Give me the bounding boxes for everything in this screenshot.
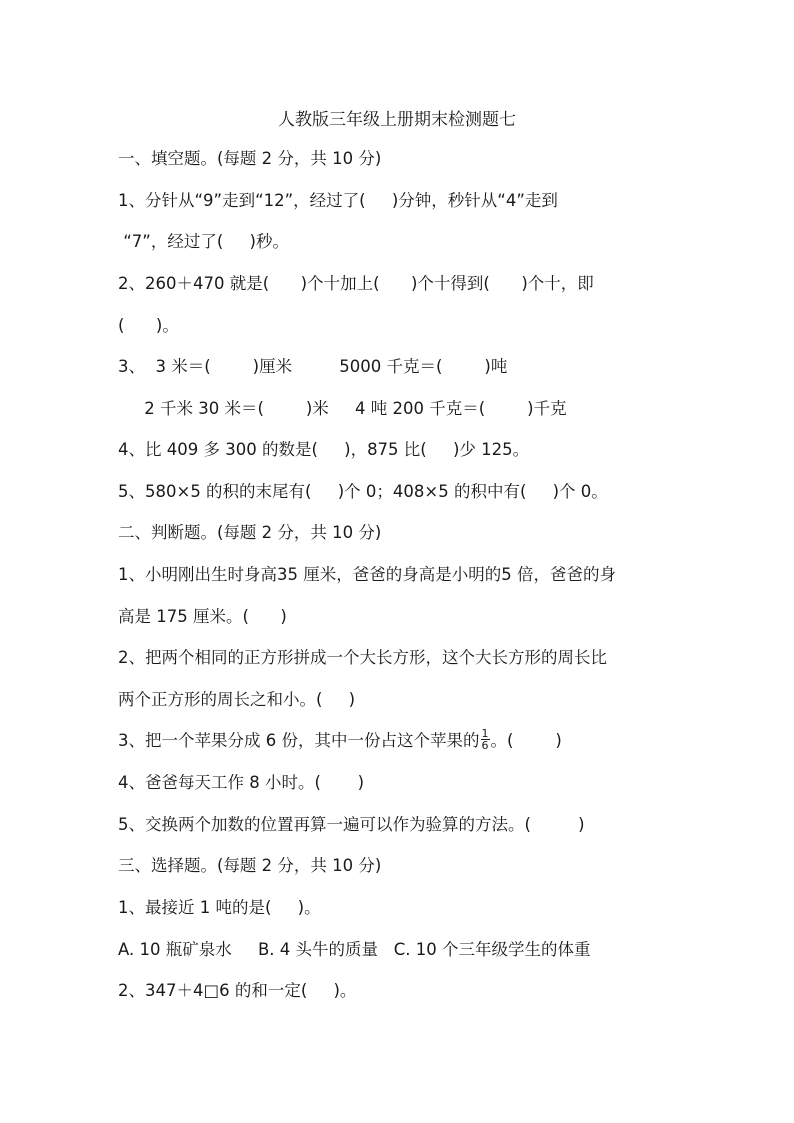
fraction-one-sixth: [481, 728, 490, 751]
section-2-heading: 二、判断题。(每题 2 分，共 10 分): [118, 523, 382, 542]
page-title: 人教版三年级上册期末检测题七: [278, 110, 516, 130]
s1-question-5: 5、580×5 的积的末尾有( )个 0；408×5 的积中有( )个 0。: [118, 482, 608, 501]
fraction-numerator: 1: [481, 727, 489, 740]
s2-question-3-text: 3、把一个苹果分成 6 份，其中一份占这个苹果的: [118, 731, 480, 750]
s1-question-4: 4、比 409 多 300 的数是( )，875 比( )少 125。: [118, 440, 530, 459]
s2-question-1-line-2: 高是 175 厘米。( ): [118, 607, 287, 626]
s2-question-3-tail: 。( ): [490, 731, 562, 750]
s2-question-3: [118, 727, 562, 753]
s2-question-2-line-2: 两个正方形的周长之和小。( ): [118, 690, 356, 709]
section-3-heading: 三、选择题。(每题 2 分，共 10 分): [118, 856, 382, 875]
s3-question-2: 2、347＋4□6 的和一定( )。: [118, 981, 357, 1000]
s1-question-3-line-1: 3、 3 米＝( )厘米 5000 千克＝( )吨: [118, 357, 508, 376]
s1-question-2-line-2: ( )。: [118, 316, 179, 335]
s1-question-2-line-1: 2、260＋470 就是( )个十加上( )个十得到( )个十，即: [118, 274, 594, 293]
s1-question-1-line-2: “7”，经过了( )秒。: [118, 232, 289, 251]
s2-question-1-line-1: 1、小明刚出生时身高35 厘米，爸爸的身高是小明的5 倍，爸爸的身: [118, 565, 616, 584]
fraction-denominator: 6: [481, 739, 489, 752]
s2-question-4: 4、爸爸每天工作 8 小时。( ): [118, 773, 365, 792]
s2-question-5: 5、交换两个加数的位置再算一遍可以作为验算的方法。( ): [118, 815, 585, 834]
s1-question-3-line-2: 2 千米 30 米＝( )米 4 吨 200 千克＝( )千克: [118, 399, 567, 418]
s2-question-2-line-1: 2、把两个相同的正方形拼成一个大长方形，这个大长方形的周长比: [118, 648, 607, 667]
s1-question-1-line-1: 1、分针从“9”走到“12”，经过了( )分钟，秒针从“4”走到: [118, 191, 558, 210]
section-1-heading: 一、填空题。(每题 2 分，共 10 分): [118, 149, 382, 168]
s3-question-1-options: A. 10 瓶矿泉水 B. 4 头牛的质量 C. 10 个三年级学生的体重: [118, 940, 591, 959]
s3-question-1: 1、最接近 1 吨的是( )。: [118, 898, 321, 917]
